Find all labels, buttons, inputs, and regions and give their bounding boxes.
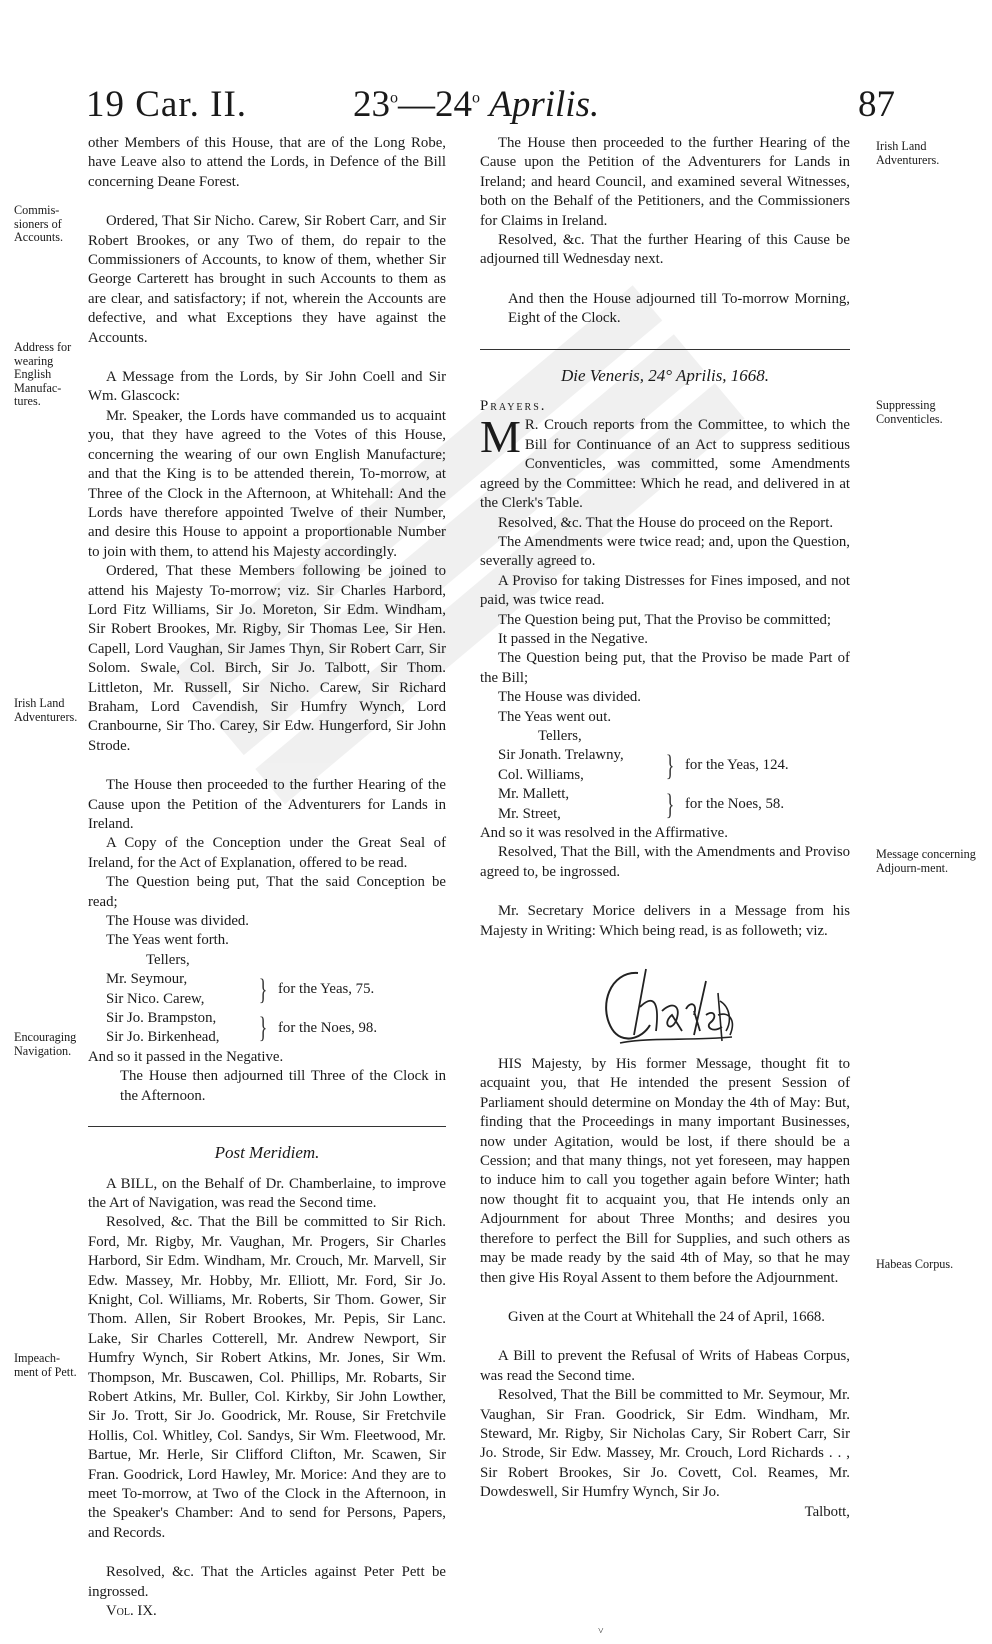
header-month: Aprilis.	[489, 84, 600, 125]
teller-count: for the Noes, 58.	[685, 795, 785, 812]
brace-icon: }	[258, 1011, 268, 1045]
dateline: Given at the Court at Whitehall the 24 of April, 1668.	[508, 1308, 825, 1325]
paragraph: The Question being put, that the Proviso be made Part of the Bill;	[480, 650, 850, 686]
right-column	[480, 134, 850, 1522]
header-date-end: —24	[398, 84, 472, 125]
teller-name: Col. Williams,	[498, 766, 584, 783]
paragraph: Mr. Secretary Morice delivers in a Message from his Majesty in Writing: Which being read, is as followeth; viz.	[480, 903, 850, 939]
tellers-noes	[498, 785, 850, 824]
paragraph: Resolved, &c. That the Bill be committed to Sir Rich. Ford, Mr. Rigby, Mr. Vaughan, Mr. Progers, Sir Charles Harbord, Sir Edm. Windham, Mr. Crouch, Mr. Marvell, Sir Edw. Massey, Mr. Hobby, Mr. Elliott, Mr. Ford, Sir Jo. Knight, Col. Williams, Mr. Roberts, Sir Thom. Gower, Sir Thom. Allen, Sir Robert Brookes, Mr. Pepis, Sir Lanc. Lake, Sir Charles Cotterell, Mr. Andrew Newport, Sir Humfry Wynch, Sir Robert Atkins, Mr. Jones, Sir Wm. Thompson, Mr. Buscawen, Col. Phillips, Mr. Robarts, Sir Robert Atkins, Mr. Buller, Col. Kirkby, Sir John Lowther, Sir Jo. Trott, Sir Jo. Goodrick, Mr. Rouse, Sir Fretchvile Hollis, Col. Whitley, Col. Sandys, Sir Wm. Fleetwood, Mr. Bartue, Mr. Herle, Sir Clifford Clifton, Mr. Scawen, Sir Fran. Goodrick, Lord Hawley, Mr. Morice: And they are to meet To-morrow, at Two of the Clock in the Afternoon, in the Speaker's Chamber: And to send for Persons, Papers, and Records.	[88, 1214, 446, 1541]
paragraph: It passed in the Negative.	[498, 630, 648, 647]
header-dates: 23$^o$—24$^o$ Aprilis.	[353, 84, 600, 125]
teller-count: for the Yeas, 75.	[278, 980, 375, 997]
dropcap: M	[480, 411, 521, 463]
divider	[480, 349, 850, 350]
paragraph: Resolved, That the Bill, with the Amendments and Proviso agreed to, be ingrossed.	[480, 844, 850, 880]
paragraph-text: R. Crouch reports from the Committee, to which the Bill for Continuance of an Act to suppress seditious Conventicles, was committed, some Amendments agreed by the Committee: Which he read, and delivered in at the Clerk's Table.	[480, 417, 850, 512]
tellers-noes	[106, 1009, 446, 1048]
section-heading: Post Meridiem.	[214, 1143, 320, 1163]
teller-count: for the Noes, 98.	[278, 1019, 378, 1036]
margin-note-suppressing: Suppressing Conventicles.	[876, 398, 943, 426]
paragraph: other Members of this House, that are of the Long Robe, have Leave also to attend the Lords, in Defence of the Bill concerning Deane Forest.	[88, 135, 446, 190]
paragraph: The Yeas went out.	[498, 708, 612, 725]
royal-signature	[480, 951, 850, 1055]
page-number: 87	[858, 84, 895, 125]
brace-icon: }	[665, 787, 675, 821]
paragraph: The Question being put, That the Proviso be committed;	[498, 611, 832, 628]
left-column	[88, 134, 446, 1621]
paragraph: The House then adjourned till Three of the Clock in the Afternoon.	[120, 1068, 446, 1104]
paragraph: Resolved, &c. That the further Hearing of this Cause be adjourned till Wednesday next.	[480, 232, 850, 268]
divider	[88, 1126, 446, 1127]
paragraph	[480, 411, 850, 513]
paragraph: A Copy of the Conception under the Great Seal of Ireland, for the Act of Explanation, offered to be read.	[88, 835, 446, 871]
footer-mark: ˅	[598, 1626, 604, 1637]
teller-name: Sir Jo. Birkenhead,	[106, 1029, 220, 1046]
teller-name: Mr. Street,	[498, 805, 561, 822]
volume-label: Vol. IX.	[106, 1603, 157, 1620]
margin-note-encouraging: Encouraging Navigation.	[14, 1030, 77, 1058]
paragraph: Ordered, That Sir Nicho. Carew, Sir Robert Carr, and Sir Robert Brookes, or any Two of them, do repair to the Commissioners of Accounts, to know of them, whether Sir George Carterett has brought in such Accounts to them as are clear, and satisfactory; if not, wherein the Accounts are defective, and what Exceptions they have against the Accounts.	[88, 213, 446, 346]
paragraph: Resolved, That the Bill be committed to Mr. Seymour, Mr. Vaughan, Sir Fran. Goodrick, Sir Edm. Windham, Mr. Steward, Mr. Rigby, Sir Nicholas Cary, Sir Robert Carr, Sir Jo. Strode, Sir Edw. Massey, Mr. Crouch, Lord Richards . . , Sir Robert Brookes, Sir Jo. Covett, Col. Reames, Mr. Dowdeswell, Sir Humfry Wynch, Sir Jo.	[480, 1387, 850, 1501]
teller-name: Sir Jo. Brampston,	[106, 1010, 217, 1027]
paragraph: The Amendments were twice read; and, upon the Question, severally agreed to.	[480, 533, 850, 570]
margin-note-irish-right: Irish Land Adventurers.	[876, 139, 940, 167]
paragraph: And then the House adjourned till To-morrow Morning, Eight of the Clock.	[508, 290, 850, 327]
paragraph: The House was divided.	[106, 913, 250, 930]
header-date-start: 23	[353, 84, 390, 125]
tellers-yeas	[106, 970, 446, 1009]
paragraph: The Yeas went forth.	[106, 932, 229, 949]
margin-note-commissioners: Commis-sioners of Accounts.	[14, 203, 64, 245]
catchword: Talbott,	[804, 1503, 850, 1520]
paragraph: The Question being put, That the said Conception be read;	[88, 874, 446, 910]
paragraph: Mr. Speaker, the Lords have commanded us to acquaint you, that they have agreed to the Votes of this House, concerning the wearing of our own English Manufacture; and that the King is to be attended therein, To-morrow, at Three of the Clock in the Afternoon, at Whitehall: And the Lords have therefore appointed Twelve of their Number, and desire this House to appoint a proportionable Number to join with them, to attend his Majesty accordingly.	[88, 407, 446, 560]
margin-note-impeachment: Impeach-ment of Pett.	[14, 1351, 77, 1379]
paragraph: A Proviso for taking Distresses for Fines imposed, and not paid, was twice read.	[480, 572, 850, 609]
paragraph: A BILL, on the Behalf of Dr. Chamberlaine, to improve the Art of Navigation, was read the Second time.	[88, 1175, 446, 1211]
signature-icon	[590, 951, 740, 1051]
margin-note-message: Message concerning Adjourn-ment.	[876, 847, 976, 875]
date-heading: Die Veneris, 24° Aprilis, 1668.	[560, 365, 770, 385]
tellers-block	[106, 951, 446, 1048]
paragraph: The House then proceeded to the further Hearing of the Cause upon the Petition of the Adventurers for Lands in Ireland; and heard Council, and examined several Witnesses, both on the Behalf of the Petitioners, and the Commissioners for Claims in Ireland.	[480, 135, 850, 229]
paragraph: A Bill to prevent the Refusal of Writs of Habeas Corpus, was read the Second time.	[480, 1348, 850, 1384]
tellers-yeas	[498, 746, 850, 785]
margin-note-irish-left: Irish Land Adventurers.	[14, 696, 78, 724]
brace-icon: }	[258, 972, 268, 1006]
prayers-label: Prayers.	[480, 398, 547, 415]
teller-name: Sir Jonath. Trelawny,	[498, 747, 624, 764]
royal-message: HIS Majesty, by His former Message, thought fit to acquaint you, that He intended the present Session of Parliament should determine on Monday the 4th of May: But, finding that the Proceedings in many important Businesses, now under Agitation, would be lost, if there should be a Cession; and that many things, not yet foreseen, may happen to induce him to call you together again before Winter; hath now thought fit to acquaint you, that He intends only an Adjournment for about Three Months; and desires you therefore to perfect the Bill for Supplies, and such others as may be made ready by the said 4th of May, so that he may then give His Royal Assent to them before the Adjournment.	[480, 1056, 850, 1286]
paragraph: Ordered, That these Members following be joined to attend his Majesty To-morrow; viz. Sir Charles Harbord, Lord Fitz Williams, Sir Jo. Moreton, Sir Edm. Windham, Sir Robert Brookes, Mr. Rigby, Sir Thomas Lee, Sir Hen. Capell, Lord Vaughan, Sir James Thyn, Sir Robert Carr, Sir Solom. Swale, Col. Birch, Sir Jo. Talbott, Sir Thom. Littleton, Mr. Russell, Sir Nicho. Carew, Sir Richard Braham, Lord Cavendish, Sir Humfry Wynch, Lord Cranbourne, Sir Tho. Carey, Sir Edw. Hungerford, Sir John Strode.	[88, 563, 446, 754]
brace-icon: }	[665, 748, 675, 782]
paragraph: A Message from the Lords, by Sir John Coell and Sir Wm. Glascock:	[88, 369, 446, 405]
teller-name: Sir Nico. Carew,	[106, 990, 205, 1007]
paragraph: Resolved, &c. That the Articles against Peter Pett be ingrossed.	[88, 1564, 446, 1600]
paragraph: The House then proceeded to the further Hearing of the Cause upon the Petition of the Adventurers for Lands in Ireland.	[88, 777, 446, 832]
paragraph: And so it passed in the Negative.	[88, 1048, 284, 1065]
tellers-heading: Tellers,	[146, 951, 190, 968]
header-regnal-year: 19 Car. II.	[86, 84, 248, 125]
margin-note-address: Address for wearing English Manufac-tures.	[14, 340, 72, 409]
tellers-block	[498, 727, 850, 824]
tellers-heading: Tellers,	[538, 727, 582, 744]
teller-count: for the Yeas, 124.	[685, 757, 789, 774]
teller-name: Mr. Seymour,	[106, 971, 188, 988]
teller-name: Mr. Mallett,	[498, 786, 570, 803]
paragraph: And so it was resolved in the Affirmative.	[480, 825, 728, 841]
paragraph: Resolved, &c. That the House do proceed on the Report.	[498, 514, 834, 531]
margin-note-habeas: Habeas Corpus.	[876, 1257, 954, 1271]
paragraph: The House was divided.	[498, 689, 642, 706]
